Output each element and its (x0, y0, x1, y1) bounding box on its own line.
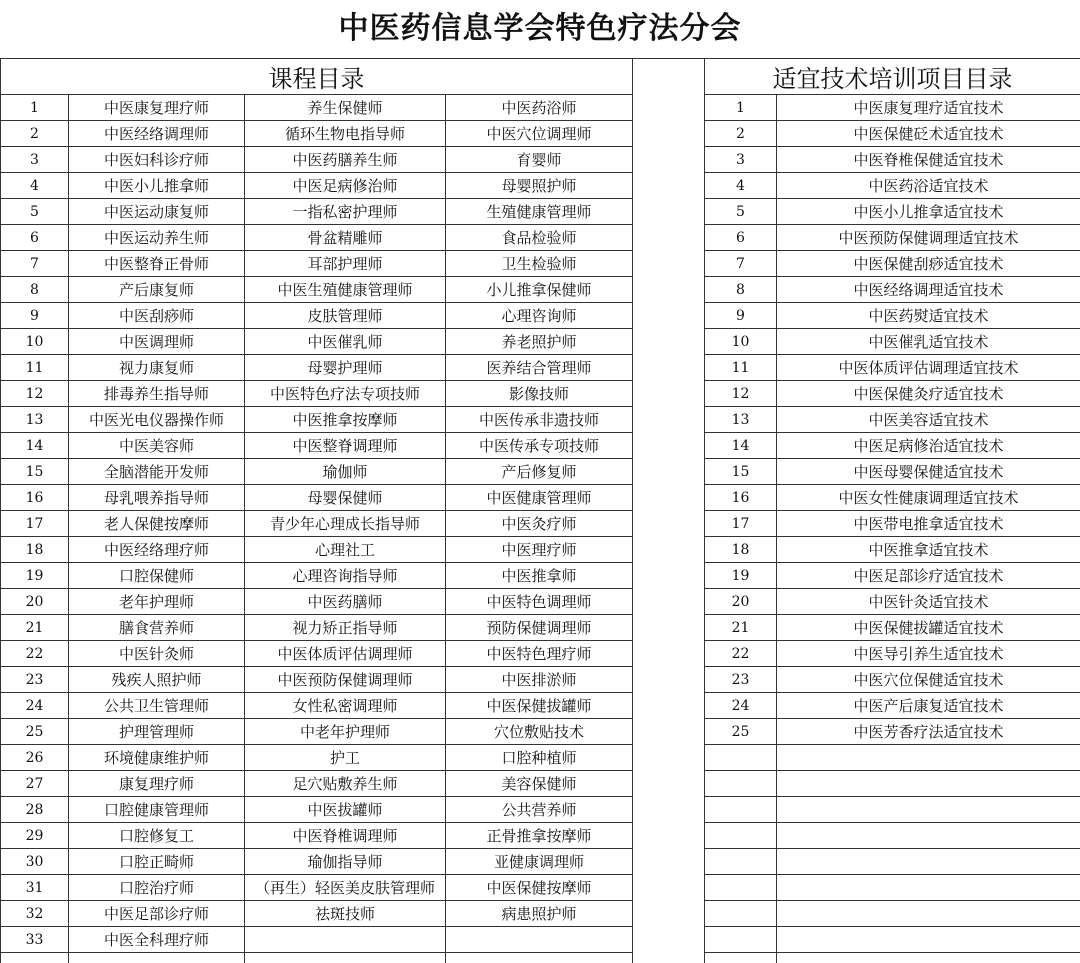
technique-number-cell: 22 (705, 641, 777, 667)
course-name-cell: 祛斑技师 (245, 901, 446, 927)
course-name-cell: 中医刮痧师 (69, 303, 245, 329)
technique-number-cell: 7 (705, 251, 777, 277)
course-name-cell (245, 927, 446, 953)
course-name-cell: 老年护理师 (69, 589, 245, 615)
course-name-cell: 中医特色调理师 (446, 589, 633, 615)
course-catalog-heading: 课程目录 (1, 59, 633, 95)
course-number-cell: 24 (1, 693, 69, 719)
course-name-cell: 口腔正畸师 (69, 849, 245, 875)
course-name-cell: 心理咨询指导师 (245, 563, 446, 589)
technique-number-cell: 12 (705, 381, 777, 407)
technique-name-cell (777, 875, 1080, 901)
technique-name-cell (777, 927, 1080, 953)
table-row (1, 797, 1080, 823)
technique-name-cell: 中医穴位保健适宜技术 (777, 667, 1080, 693)
course-name-cell: 口腔健康管理师 (69, 797, 245, 823)
table-row (1, 823, 1080, 849)
table-row (1, 381, 1080, 407)
course-name-cell: 中医理疗师 (446, 537, 633, 563)
course-number-cell: 20 (1, 589, 69, 615)
table-row (1, 329, 1080, 355)
column-separator (633, 225, 705, 251)
course-number-cell: 17 (1, 511, 69, 537)
course-number-cell (1, 953, 69, 963)
course-name-cell: 美容保健师 (446, 771, 633, 797)
column-separator (633, 797, 705, 823)
column-separator (633, 537, 705, 563)
course-name-cell: 足穴贴敷养生师 (245, 771, 446, 797)
table-header-row (1, 59, 1080, 95)
course-name-cell: 产后康复师 (69, 277, 245, 303)
course-name-cell: 公共卫生管理师 (69, 693, 245, 719)
column-separator (633, 875, 705, 901)
course-name-cell: 护理管理师 (69, 719, 245, 745)
course-number-cell: 10 (1, 329, 69, 355)
course-name-cell: 中医药浴师 (446, 95, 633, 121)
technique-number-cell: 21 (705, 615, 777, 641)
table-row (1, 147, 1080, 173)
course-name-cell (446, 927, 633, 953)
technique-number-cell: 25 (705, 719, 777, 745)
course-number-cell: 15 (1, 459, 69, 485)
course-number-cell: 9 (1, 303, 69, 329)
table-row (1, 615, 1080, 641)
course-name-cell: 卫生检验师 (446, 251, 633, 277)
course-name-cell: 口腔治疗师 (69, 875, 245, 901)
column-separator (633, 147, 705, 173)
course-number-cell: 19 (1, 563, 69, 589)
table-row (1, 563, 1080, 589)
course-number-cell: 21 (1, 615, 69, 641)
technique-number-cell (705, 849, 777, 875)
course-name-cell: 瑜伽指导师 (245, 849, 446, 875)
column-separator (633, 589, 705, 615)
technique-name-cell: 中医经络调理适宜技术 (777, 277, 1080, 303)
course-name-cell: 中医光电仪器操作师 (69, 407, 245, 433)
column-separator (633, 563, 705, 589)
course-number-cell: 14 (1, 433, 69, 459)
course-number-cell: 22 (1, 641, 69, 667)
column-separator (633, 277, 705, 303)
column-separator (633, 823, 705, 849)
table-row (1, 771, 1080, 797)
course-name-cell: 养生保健师 (245, 95, 446, 121)
course-name-cell: 排毒养生指导师 (69, 381, 245, 407)
course-number-cell: 18 (1, 537, 69, 563)
table-row (1, 875, 1080, 901)
course-number-cell: 28 (1, 797, 69, 823)
technique-name-cell: 中医足部诊疗适宜技术 (777, 563, 1080, 589)
table-row (1, 277, 1080, 303)
course-name-cell: 中医运动养生师 (69, 225, 245, 251)
table-row (1, 173, 1080, 199)
course-name-cell: 中医全科理疗师 (69, 927, 245, 953)
catalog-table (0, 58, 1080, 963)
table-row (1, 459, 1080, 485)
course-name-cell: 中医健康管理师 (446, 485, 633, 511)
technique-name-cell (777, 745, 1080, 771)
technique-number-cell (705, 745, 777, 771)
course-name-cell: 母婴护理师 (245, 355, 446, 381)
technique-number-cell: 19 (705, 563, 777, 589)
course-name-cell: 中医排淤师 (446, 667, 633, 693)
technique-number-cell (705, 875, 777, 901)
column-separator (633, 901, 705, 927)
course-number-cell: 13 (1, 407, 69, 433)
course-name-cell (69, 953, 245, 963)
course-number-cell: 30 (1, 849, 69, 875)
column-separator (633, 745, 705, 771)
course-name-cell: 母婴照护师 (446, 173, 633, 199)
course-name-cell: 养老照护师 (446, 329, 633, 355)
course-name-cell: 中医灸疗师 (446, 511, 633, 537)
technique-number-cell: 17 (705, 511, 777, 537)
course-number-cell: 7 (1, 251, 69, 277)
course-number-cell: 25 (1, 719, 69, 745)
course-name-cell: 母婴保健师 (245, 485, 446, 511)
course-number-cell: 33 (1, 927, 69, 953)
table-row (1, 537, 1080, 563)
technique-name-cell: 中医足病修治适宜技术 (777, 433, 1080, 459)
course-name-cell (446, 953, 633, 963)
column-separator (633, 927, 705, 953)
course-name-cell: 口腔修复工 (69, 823, 245, 849)
course-name-cell: 中医脊椎调理师 (245, 823, 446, 849)
course-number-cell: 5 (1, 199, 69, 225)
column-separator (633, 459, 705, 485)
course-name-cell: 中医康复理疗师 (69, 95, 245, 121)
course-name-cell: 中医保健拔罐师 (446, 693, 633, 719)
table-row (1, 303, 1080, 329)
technique-name-cell (777, 953, 1080, 963)
technique-number-cell (705, 953, 777, 963)
course-number-cell: 16 (1, 485, 69, 511)
course-number-cell: 31 (1, 875, 69, 901)
technique-number-cell: 1 (705, 95, 777, 121)
course-name-cell: 中医生殖健康管理师 (245, 277, 446, 303)
course-name-cell: 心理社工 (245, 537, 446, 563)
course-number-cell: 6 (1, 225, 69, 251)
technique-number-cell (705, 823, 777, 849)
course-number-cell: 32 (1, 901, 69, 927)
technique-number-cell: 11 (705, 355, 777, 381)
column-separator (633, 953, 705, 963)
course-name-cell: 骨盆精雕师 (245, 225, 446, 251)
course-number-cell: 4 (1, 173, 69, 199)
column-separator (633, 511, 705, 537)
course-name-cell: 中医药膳养生师 (245, 147, 446, 173)
course-name-cell: 一指私密护理师 (245, 199, 446, 225)
technique-name-cell: 中医带电推拿适宜技术 (777, 511, 1080, 537)
course-name-cell: 中医穴位调理师 (446, 121, 633, 147)
technique-name-cell: 中医女性健康调理适宜技术 (777, 485, 1080, 511)
table-row (1, 589, 1080, 615)
course-name-cell: 小儿推拿保健师 (446, 277, 633, 303)
technique-number-cell: 8 (705, 277, 777, 303)
technique-number-cell: 5 (705, 199, 777, 225)
course-name-cell: 中老年护理师 (245, 719, 446, 745)
technique-name-cell: 中医芳香疗法适宜技术 (777, 719, 1080, 745)
course-name-cell: 生殖健康管理师 (446, 199, 633, 225)
course-name-cell: 影像技师 (446, 381, 633, 407)
course-name-cell: 中医拔罐师 (245, 797, 446, 823)
technique-number-cell: 24 (705, 693, 777, 719)
table-row (1, 199, 1080, 225)
technique-number-cell: 13 (705, 407, 777, 433)
course-name-cell: 中医调理师 (69, 329, 245, 355)
technique-number-cell: 3 (705, 147, 777, 173)
technique-name-cell: 中医催乳适宜技术 (777, 329, 1080, 355)
technique-number-cell: 23 (705, 667, 777, 693)
course-number-cell: 11 (1, 355, 69, 381)
course-name-cell: 中医体质评估调理师 (245, 641, 446, 667)
course-name-cell: 中医经络理疗师 (69, 537, 245, 563)
course-name-cell: 口腔保健师 (69, 563, 245, 589)
table-row (1, 927, 1080, 953)
table-row (1, 693, 1080, 719)
table-row (1, 485, 1080, 511)
table-row (1, 355, 1080, 381)
column-separator (633, 381, 705, 407)
technique-name-cell: 中医推拿适宜技术 (777, 537, 1080, 563)
technique-name-cell: 中医小儿推拿适宜技术 (777, 199, 1080, 225)
technique-name-cell: 中医美容适宜技术 (777, 407, 1080, 433)
table-row (1, 849, 1080, 875)
course-name-cell: 中医妇科诊疗师 (69, 147, 245, 173)
technique-number-cell: 18 (705, 537, 777, 563)
technique-name-cell: 中医保健灸疗适宜技术 (777, 381, 1080, 407)
course-name-cell: 穴位敷贴技术 (446, 719, 633, 745)
table-row (1, 95, 1080, 121)
technique-name-cell: 中医保健砭术适宜技术 (777, 121, 1080, 147)
table-row (1, 407, 1080, 433)
column-separator (633, 641, 705, 667)
technique-number-cell: 6 (705, 225, 777, 251)
technique-number-cell: 4 (705, 173, 777, 199)
technique-number-cell: 2 (705, 121, 777, 147)
course-name-cell: 中医足病修治师 (245, 173, 446, 199)
technique-name-cell (777, 849, 1080, 875)
course-name-cell: 环境健康维护师 (69, 745, 245, 771)
course-name-cell: 康复理疗师 (69, 771, 245, 797)
course-name-cell: 膳食营养师 (69, 615, 245, 641)
table-row (1, 953, 1080, 963)
table-row (1, 641, 1080, 667)
technique-number-cell (705, 901, 777, 927)
table-row (1, 719, 1080, 745)
course-name-cell: 医养结合管理师 (446, 355, 633, 381)
table-row (1, 901, 1080, 927)
column-separator (633, 199, 705, 225)
course-name-cell: 亚健康调理师 (446, 849, 633, 875)
column-separator (633, 719, 705, 745)
column-separator (633, 615, 705, 641)
course-name-cell: 视力矫正指导师 (245, 615, 446, 641)
course-name-cell: 中医推拿按摩师 (245, 407, 446, 433)
table-row (1, 251, 1080, 277)
course-number-cell: 26 (1, 745, 69, 771)
course-number-cell: 23 (1, 667, 69, 693)
technique-number-cell: 9 (705, 303, 777, 329)
table-row (1, 225, 1080, 251)
technique-name-cell: 中医母婴保健适宜技术 (777, 459, 1080, 485)
course-name-cell: 视力康复师 (69, 355, 245, 381)
technique-name-cell (777, 823, 1080, 849)
technique-number-cell: 14 (705, 433, 777, 459)
column-separator (633, 693, 705, 719)
course-name-cell: 中医特色疗法专项技师 (245, 381, 446, 407)
technique-number-cell: 15 (705, 459, 777, 485)
course-name-cell: 育婴师 (446, 147, 633, 173)
course-name-cell: 瑜伽师 (245, 459, 446, 485)
course-name-cell: 中医足部诊疗师 (69, 901, 245, 927)
technique-number-cell (705, 927, 777, 953)
course-name-cell: 中医特色理疗师 (446, 641, 633, 667)
course-name-cell: （再生）轻医美皮肤管理师 (245, 875, 446, 901)
course-number-cell: 1 (1, 95, 69, 121)
course-name-cell: 母乳喂养指导师 (69, 485, 245, 511)
course-name-cell: 心理咨询师 (446, 303, 633, 329)
course-number-cell: 27 (1, 771, 69, 797)
table-row (1, 745, 1080, 771)
course-name-cell: 青少年心理成长指导师 (245, 511, 446, 537)
course-name-cell: 老人保健按摩师 (69, 511, 245, 537)
technique-number-cell (705, 797, 777, 823)
course-name-cell: 中医保健按摩师 (446, 875, 633, 901)
column-separator (633, 849, 705, 875)
table-row (1, 511, 1080, 537)
course-number-cell: 3 (1, 147, 69, 173)
course-name-cell: 中医整脊正骨师 (69, 251, 245, 277)
course-number-cell: 12 (1, 381, 69, 407)
course-number-cell: 2 (1, 121, 69, 147)
course-name-cell: 女性私密调理师 (245, 693, 446, 719)
course-name-cell: 公共营养师 (446, 797, 633, 823)
technique-name-cell: 中医预防保健调理适宜技术 (777, 225, 1080, 251)
column-separator (633, 407, 705, 433)
table-row (1, 667, 1080, 693)
course-name-cell: 皮肤管理师 (245, 303, 446, 329)
technique-number-cell: 20 (705, 589, 777, 615)
technique-name-cell: 中医药浴适宜技术 (777, 173, 1080, 199)
technique-name-cell: 中医药熨适宜技术 (777, 303, 1080, 329)
column-separator (633, 173, 705, 199)
course-name-cell: 病患照护师 (446, 901, 633, 927)
course-name-cell: 中医药膳师 (245, 589, 446, 615)
document-title: 中医药信息学会特色疗法分会 (0, 0, 1080, 59)
technique-catalog-heading: 适宜技术培训项目目录 (705, 59, 1080, 95)
course-name-cell: 护工 (245, 745, 446, 771)
column-separator (633, 433, 705, 459)
column-separator (633, 355, 705, 381)
course-name-cell: 中医整脊调理师 (245, 433, 446, 459)
technique-name-cell (777, 901, 1080, 927)
technique-name-cell: 中医针灸适宜技术 (777, 589, 1080, 615)
course-name-cell: 正骨推拿按摩师 (446, 823, 633, 849)
technique-number-cell: 10 (705, 329, 777, 355)
technique-name-cell (777, 771, 1080, 797)
technique-name-cell: 中医产后康复适宜技术 (777, 693, 1080, 719)
technique-name-cell: 中医保健刮痧适宜技术 (777, 251, 1080, 277)
technique-number-cell (705, 771, 777, 797)
table-row (1, 433, 1080, 459)
course-name-cell: 中医小儿推拿师 (69, 173, 245, 199)
technique-name-cell: 中医康复理疗适宜技术 (777, 95, 1080, 121)
technique-name-cell: 中医脊椎保健适宜技术 (777, 147, 1080, 173)
course-name-cell: 残疾人照护师 (69, 667, 245, 693)
course-name-cell: 全脑潜能开发师 (69, 459, 245, 485)
course-name-cell: 中医针灸师 (69, 641, 245, 667)
course-name-cell: 口腔种植师 (446, 745, 633, 771)
course-name-cell: 中医传承专项技师 (446, 433, 633, 459)
column-separator (633, 485, 705, 511)
technique-number-cell: 16 (705, 485, 777, 511)
technique-name-cell: 中医导引养生适宜技术 (777, 641, 1080, 667)
column-separator (633, 771, 705, 797)
course-number-cell: 29 (1, 823, 69, 849)
course-name-cell: 中医催乳师 (245, 329, 446, 355)
column-separator (633, 59, 705, 95)
course-name-cell: 产后修复师 (446, 459, 633, 485)
course-name-cell: 中医运动康复师 (69, 199, 245, 225)
course-name-cell: 耳部护理师 (245, 251, 446, 277)
course-name-cell: 循环生物电指导师 (245, 121, 446, 147)
course-name-cell: 食品检验师 (446, 225, 633, 251)
course-name-cell: 中医经络调理师 (69, 121, 245, 147)
course-name-cell: 中医推拿师 (446, 563, 633, 589)
technique-name-cell: 中医保健拔罐适宜技术 (777, 615, 1080, 641)
column-separator (633, 121, 705, 147)
column-separator (633, 667, 705, 693)
column-separator (633, 251, 705, 277)
course-name-cell: 中医美容师 (69, 433, 245, 459)
column-separator (633, 95, 705, 121)
course-name-cell: 预防保健调理师 (446, 615, 633, 641)
course-number-cell: 8 (1, 277, 69, 303)
table-row (1, 121, 1080, 147)
technique-name-cell: 中医体质评估调理适宜技术 (777, 355, 1080, 381)
course-name-cell (245, 953, 446, 963)
course-name-cell: 中医传承非遗技师 (446, 407, 633, 433)
course-name-cell: 中医预防保健调理师 (245, 667, 446, 693)
column-separator (633, 329, 705, 355)
catalog-table-body (1, 59, 1080, 963)
technique-name-cell (777, 797, 1080, 823)
column-separator (633, 303, 705, 329)
